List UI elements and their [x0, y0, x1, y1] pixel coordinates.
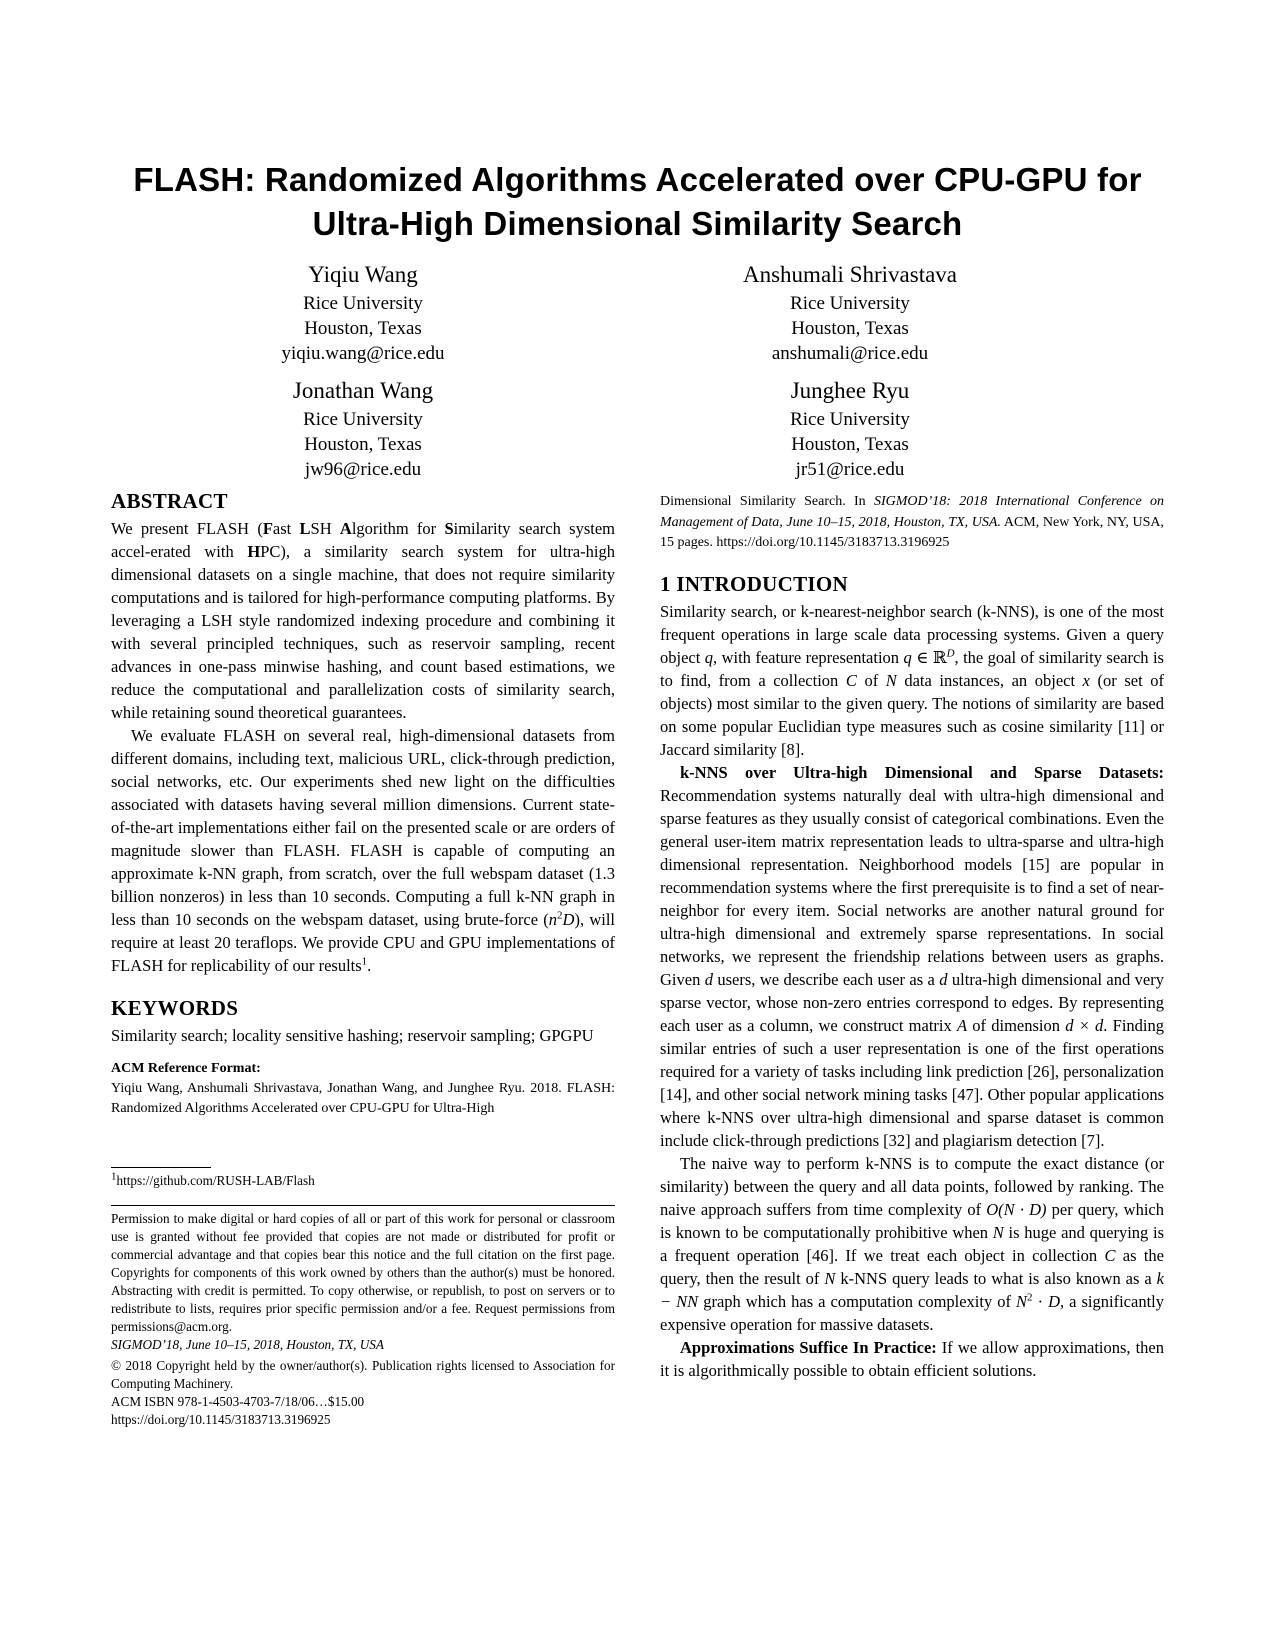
author-email: anshumali@rice.edu: [771, 343, 929, 364]
author-location: Houston, Texas: [304, 434, 422, 455]
abstract-paragraph-2: We evaluate FLASH on several real, high-dimensional datasets from different domains, including text, malicious URL, click-through prediction, social networks, etc. Our experiments shed new light on the difficulties associated with datasets having several million dimensions. Current state-of-the-art implementations either fail on the presented scale or are orders of magnitude slower than FLASH. FLASH is capable of computing an approximate k-NN graph, from scratch, over the full webspam dataset (1.3 billion nonzeros) in less than 10 seconds. Computing a full k-NN graph in less than 10 seconds on the webspam dataset, using brute-force $(n^2D)$, will require at least 20 teraflops. We provide CPU and GPU implementations of FLASH for replicability of our results$^1$.: [111, 726, 616, 975]
introduction-heading: 1 INTRODUCTION: [660, 572, 848, 596]
author-affiliation: Rice University: [303, 409, 423, 430]
title-line-1: FLASH: Randomized Algorithms Accelerated over CPU-GPU for: [133, 161, 1142, 198]
author-block-1: [153, 260, 573, 366]
author-name: Jonathan Wang: [292, 378, 434, 403]
footnote-url[interactable]: https://github.com/RUSH-LAB/Flash: [116, 1173, 315, 1188]
author-name: Yiqiu Wang: [308, 262, 418, 287]
permission-block: [111, 1210, 615, 1429]
permission-rule: [111, 1205, 615, 1206]
acm-reference-heading: ACM Reference Format:: [111, 1061, 261, 1076]
title-line-2: Ultra-High Dimensional Similarity Search: [312, 205, 963, 242]
author-block-3: [153, 376, 573, 482]
paper-title: [80, 158, 1195, 246]
author-block-2: [640, 260, 1060, 366]
isbn-text: ACM ISBN 978-1-4503-4703-7/18/06…$15.00: [111, 1394, 365, 1409]
keywords-heading: KEYWORDS: [111, 996, 239, 1020]
acm-reference-text: Yiqiu Wang, Anshumali Shrivastava, Jonathan Wang, and Junghee Ryu. 2018. FLASH: Randomized Algorithms Accelerated over CPU-GPU for Ultra-High: [111, 1081, 615, 1116]
acm-reference-continued: Dimensional Similarity Search. In SIGMOD’18: 2018 International Conference on Management of Data, June 10–15, 2018, Houston, TX, USA. ACM, New York, NY, USA, 15 pages. https://doi.org/10.1145/3183713.3196925: [660, 494, 1165, 550]
left-column: [111, 488, 615, 1119]
author-location: Houston, Texas: [791, 434, 909, 455]
author-name: Anshumali Shrivastava: [743, 262, 957, 287]
abstract-heading: ABSTRACT: [111, 489, 228, 513]
author-affiliation: Rice University: [790, 293, 910, 314]
permission-text: Permission to make digital or hard copies of all or part of this work for personal or classroom use is granted without fee provided that copies are not made or distributed for profit or commercial advantage and that copies bear this notice and the full citation on the first page. Copyrights for components of this work owned by others than the author(s) must be honored. Abstracting with credit is permitted. To copy otherwise, or republish, to post on servers or to redistribute to lists, requires prior specific permission and/or a fee. Request permissions from permissions@acm.org.: [111, 1211, 615, 1334]
doi-link[interactable]: https://doi.org/10.1145/3183713.3196925: [111, 1412, 331, 1427]
author-email: jw96@rice.edu: [304, 459, 422, 480]
author-email: yiqiu.wang@rice.edu: [281, 343, 445, 364]
intro-paragraph-4: Approximations Suffice In Practice: If we allow approximations, then it is algorithmically possible to obtain efficient solutions.: [660, 1338, 1164, 1380]
author-location: Houston, Texas: [304, 318, 422, 339]
author-name: Junghee Ryu: [790, 378, 910, 403]
copyright-text: © 2018 Copyright held by the owner/author(s). Publication rights licensed to Association for Computing Machinery.: [111, 1358, 615, 1391]
intro-paragraph-1: Similarity search, or k-nearest-neighbor search (k-NNS), is one of the most frequent operations in large scale data processing systems. Given a query object q, with feature representation q ∈ ℝ$^D$, the goal of similarity search is to find, from a collection C of N data instances, an object x (or set of objects) most similar to the given query. The notions of similarity are based on some popular Euclidian type measures such as cosine similarity [11] or Jaccard similarity [8].: [660, 602, 1164, 759]
footnote-marker: 1: [361, 955, 368, 968]
author-email: jr51@rice.edu: [795, 459, 905, 480]
permission-venue: SIGMOD’18, June 10–15, 2018, Houston, TX, USA: [111, 1337, 384, 1352]
footnote-rule: [111, 1167, 211, 1168]
author-affiliation: Rice University: [303, 293, 423, 314]
intro-paragraph-3: The naive way to perform k-NNS is to compute the exact distance (or similarity) between the query and all data points, followed by ranking. The naive approach suffers from time complexity of O(N · D) per query, which is known to be computationally prohibitive when N is huge and querying is a frequent operation [46]. If we treat each object in collection C as the query, then the result of N k-NNS query leads to what is also known as a k − NN graph which has a computation complexity of $N^2 \cdot D$, a significantly expensive operation for massive datasets.: [660, 1154, 1165, 1334]
footnote: $^1$https://github.com/RUSH-LAB/Flash: [111, 1170, 315, 1188]
author-affiliation: Rice University: [790, 409, 910, 430]
intro-paragraph-2: k-NNS over Ultra-high Dimensional and Sparse Datasets: Recommendation systems naturally deal with ultra-high dimensional and sparse features as they usually consist of categorical combinations. Even the general user-item matrix representation leads to ultra-sparse and ultra-high dimensional representation. Neighborhood models [15] are popular in recommendation systems where the first prerequisite is to find a set of near-neighbor for every item. Social networks are another natural ground for ultra-high dimensional and extremely sparse representations. In social networks, we represent the friendship relations between users as graphs. Given d users, we describe each user as a d ultra-high dimensional and very sparse vector, whose non-zero entries correspond to edges. By representing each user as a column, we construct matrix A of dimension d × d. Finding similar entries of such a user representation is one of the first operations required for a variety of tasks including link prediction [26], personalization [14], and other social network mining tasks [47]. Other popular applications where k-NNS over ultra-high dimensional and sparse dataset is common include click-through predictions [32] and plagiarism detection [7].: [660, 763, 1164, 1150]
keywords-text: Similarity search; locality sensitive hashing; reservoir sampling; GPGPU: [111, 1026, 594, 1045]
author-location: Houston, Texas: [791, 318, 909, 339]
author-block-4: [640, 376, 1060, 482]
abstract-paragraph-1: We present FLASH (Fast LSH Algorithm for Similarity search system accel-erated with HPC), a similarity search system for ultra-high dimensional datasets on a single machine, that does not require similarity computations and is tailored for high-performance computing platforms. By leveraging a LSH style randomized indexing procedure and combining it with several principled techniques, such as reservoir sampling, recent advances in one-pass minwise hashing, and count based estimations, we reduce the computational and parallelization costs of similarity search, while retaining sound theoretical guarantees.: [111, 519, 615, 722]
right-column: [660, 571, 1164, 1382]
